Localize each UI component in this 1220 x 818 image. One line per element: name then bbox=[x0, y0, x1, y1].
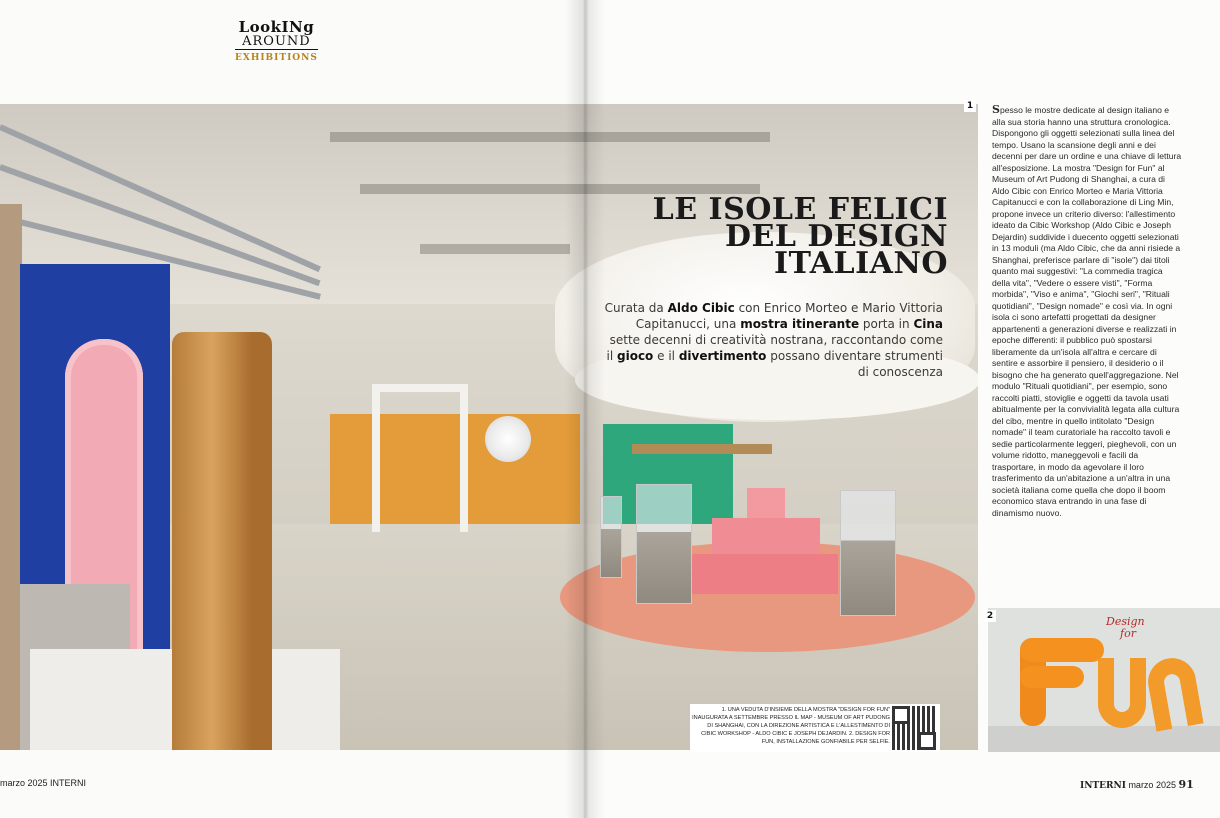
body-paragraph: pesso le mostre dedicate al design italiano e alla sua storia hanno una struttura cronologica. Dispongono gli oggetti selezionati sulla linea del tempo. Usano la scansione degli anni e dei decenni per dare un ordine e una chiave di lettura all'esposizione. La mostra "Design for Fun" al Museum of Art Pudong di Shanghai, a cura di Aldo Cibic con Enrico Morteo e Maria Vittoria Capitanucci e con la collaborazione di Ling Min, propone invece un criterio diverso: l'allestimento ideato da Cibic Workshop (Aldo Cibic e Joseph Dejardin) suddivide i duecento oggetti selezionati in 13 moduli (ma Aldo Cibic, che da anni risiede a Shanghai, preferisce parlare di "isole") dai titoli quanto mai suggestivi: "La commedia tragica della vita", "Vedere o essere visti", "Forma morbida", "Viso e anima", "Giochi seri", "Rituali quotidiani", "Design nomade" e così via. In ogni isola ci sono artefatti progettati da designer appartenenti a generazioni diverse e realizzati in epoche differenti: il pubblico può spostarsi liberamente da un'isola all'altra e cercare di sentire e assorbire il pensiero, il desiderio o il bisogno che ha generato quell'aggregazione. Nel modulo "Rituali quotidiani", per esempio, sono raccolti piatti, stoviglie e oggetti da tavola usati abitualmente per la convivialità legata alla cultura del cibo, mentre in quello intitolato "Design nomade" il team curatoriale ha raccolto tavoli e sedie particolarmente leggeri, pieghevoli, con un volume ridotto, maneggevoli e facili da trasportare, in modo da agevolare il loro trasferimento da un'abitazione a un'altra in una società italiana come quella che dopo il boom economico stava entrando in una fase di dinamismo nuovo. bbox=[992, 105, 1182, 518]
article-body bbox=[992, 104, 1182, 519]
deck-highlight: mostra itinerante bbox=[740, 317, 860, 331]
chandelier bbox=[485, 416, 531, 462]
pink-tier bbox=[690, 554, 838, 594]
vitrine bbox=[600, 496, 622, 578]
pillar bbox=[0, 204, 22, 750]
article-title: LE ISOLE FELICI DEL DESIGN ITALIANO bbox=[652, 192, 948, 281]
page-number: 91 bbox=[1178, 778, 1194, 791]
script-line: for bbox=[1120, 627, 1136, 640]
caption-box bbox=[690, 704, 940, 752]
deck-text: e il bbox=[653, 349, 679, 363]
inflatable-letter-f-bar bbox=[1020, 638, 1104, 662]
ceiling-slat bbox=[330, 132, 770, 142]
deck-highlight: Aldo Cibic bbox=[667, 301, 735, 315]
floor bbox=[988, 726, 1220, 752]
footer-date: marzo 2025 bbox=[1128, 780, 1176, 790]
ceiling-slat bbox=[420, 244, 570, 254]
vitrine bbox=[636, 484, 692, 604]
deck-text: porta in bbox=[859, 317, 914, 331]
pink-tier bbox=[712, 518, 820, 554]
inflatable-letter-u bbox=[1098, 658, 1146, 728]
design-for-script bbox=[1106, 616, 1145, 640]
script-line: Design bbox=[1106, 615, 1145, 628]
deck-highlight: Cina bbox=[913, 317, 943, 331]
photo2-number: 2 bbox=[984, 610, 996, 622]
design-for-fun-photo bbox=[988, 608, 1220, 752]
section-label-line1: LookINg bbox=[238, 18, 315, 36]
deck-text: con Enrico Morteo e Mario Vittoria Capitanucci, una bbox=[635, 301, 943, 331]
vitrine bbox=[840, 490, 896, 616]
white-frame bbox=[372, 384, 468, 532]
display-table bbox=[632, 444, 772, 454]
footer-brand: INTERNI bbox=[1080, 781, 1126, 791]
deck-highlight: divertimento bbox=[678, 349, 767, 363]
dropcap: S bbox=[992, 103, 1000, 116]
qr-code-icon[interactable] bbox=[892, 706, 936, 750]
deck-text: possano diventare strumenti di conoscenza bbox=[766, 349, 943, 379]
article-deck bbox=[603, 300, 943, 380]
section-name: EXHIBITIONS bbox=[235, 53, 318, 63]
pink-tier bbox=[747, 488, 785, 518]
section-label bbox=[235, 20, 318, 63]
section-label-line2: AROUND bbox=[235, 35, 318, 50]
footer-left: marzo 2025 INTERNI bbox=[0, 778, 87, 788]
deck-highlight: gioco bbox=[617, 349, 654, 363]
deck-text: Curata da bbox=[604, 301, 668, 315]
photo1-number: 1 bbox=[964, 100, 976, 112]
photo-caption: 1. UNA VEDUTA D'INSIEME DELLA MOSTRA "DESIGN FOR FUN" INAUGURATA A SETTEMBRE PRESSO IL MAP - MUSEUM OF ART PUDONG DI SHANGHAI, CON LA DIREZIONE ARTISTICA E L'ALLESTIMENTO DI CIBIC WORKSHOP - ALDO CIBIC E JOSEPH DEJARDIN. 2. DESIGN FOR FUN, INSTALLAZIONE GONFIABILE PER SELFIE. bbox=[692, 707, 890, 745]
inflatable-letter-f-bar bbox=[1020, 666, 1084, 688]
deck-text: sette decenni di creatività nostrana, raccontando come il bbox=[606, 333, 943, 363]
wooden-column bbox=[172, 332, 272, 750]
footer-right bbox=[1080, 778, 1194, 791]
